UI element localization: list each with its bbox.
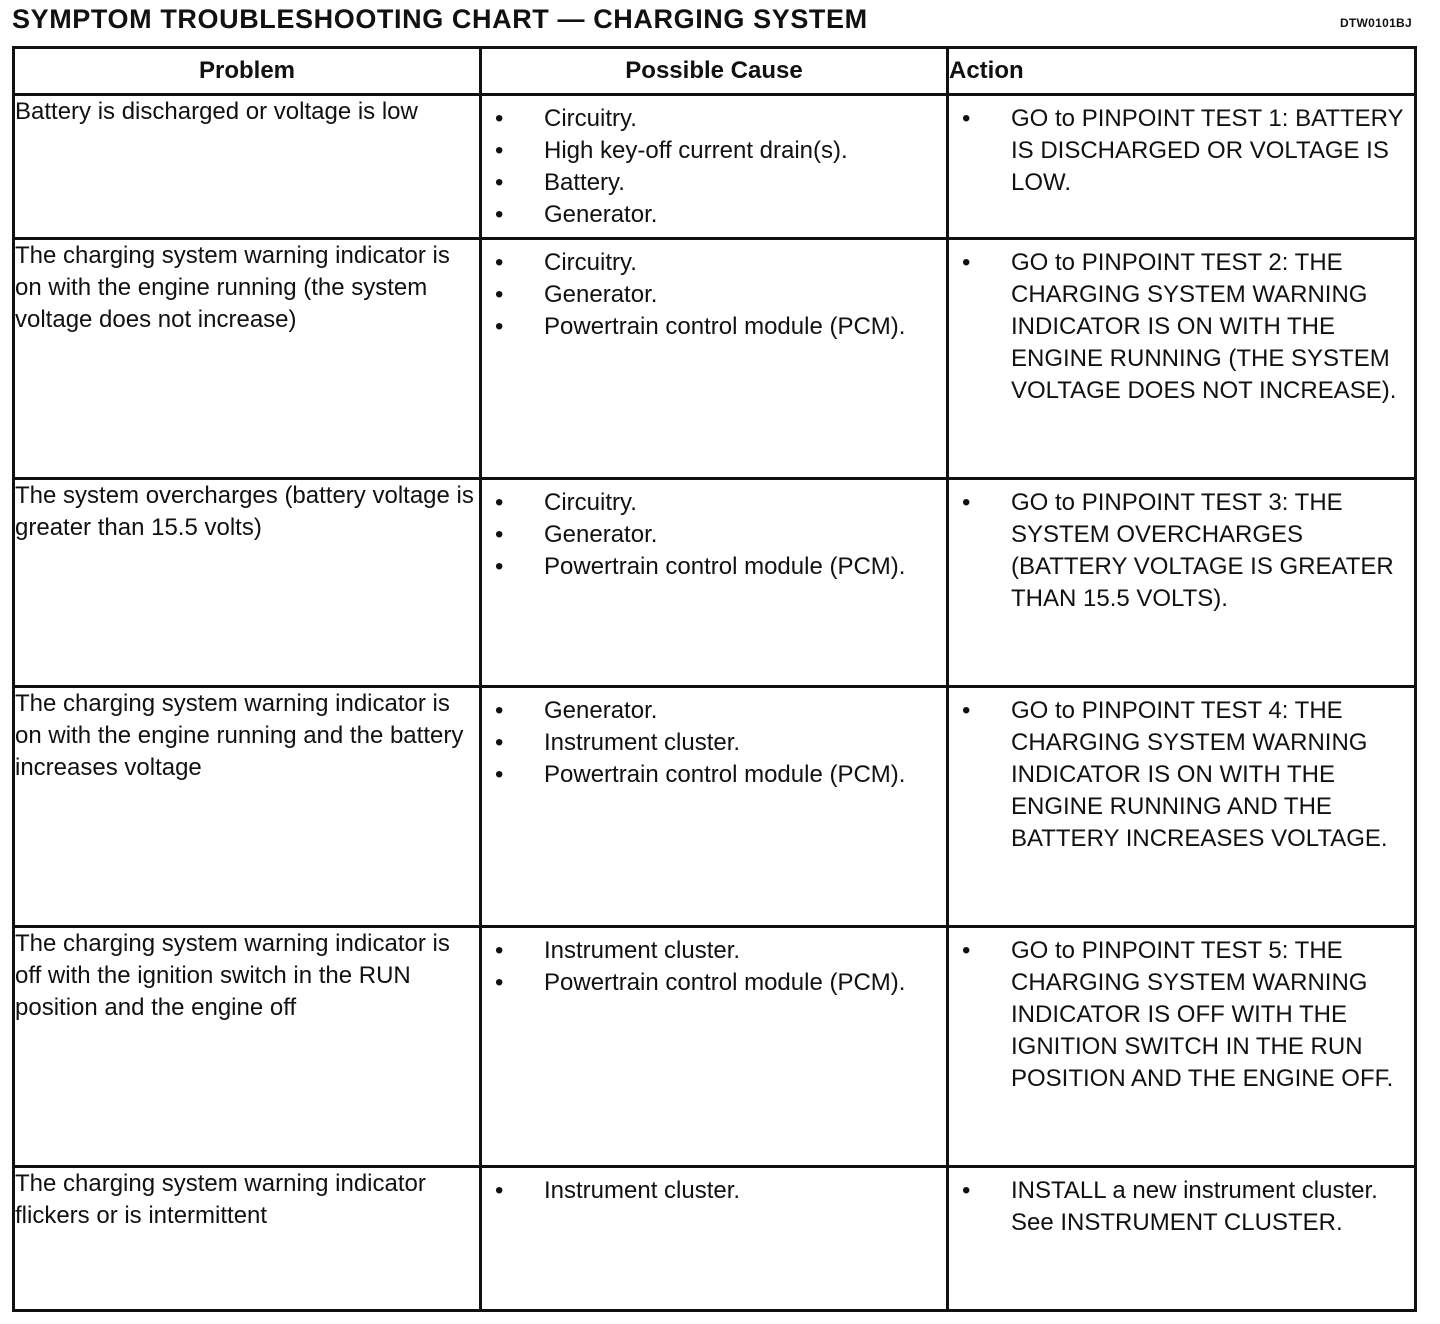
cause-item: • Powertrain control module (PCM). [482, 551, 938, 583]
cause-cell [481, 927, 948, 1167]
bullet-icon: • [495, 697, 504, 724]
problem-cell: The system overcharges (battery voltage is greater than 15.5 volts) [14, 479, 481, 687]
bullet-icon: • [495, 281, 504, 308]
bullet-icon: • [495, 201, 504, 228]
bullet-icon: • [495, 249, 504, 276]
bullet-icon: • [962, 697, 971, 724]
cause-item: • Generator. [482, 519, 938, 551]
cause-item: • Generator. [482, 279, 938, 311]
table-row [14, 687, 1416, 927]
cause-cell [481, 479, 948, 687]
action-cell [948, 687, 1416, 927]
problem-cell: Battery is discharged or voltage is low [14, 95, 481, 239]
bullet-icon: • [495, 761, 504, 788]
table-row [14, 95, 1416, 239]
bullet-icon: • [495, 313, 504, 340]
action-item: • GO to PINPOINT TEST 4: THE CHARGING SYSTEM WARNING INDICATOR IS ON WITH THE ENGINE RUNNING AND THE BATTERY INCREASES VOLTAGE. [962, 697, 1388, 852]
table-row [14, 1167, 1416, 1311]
cause-item: • High key-off current drain(s). [482, 135, 938, 167]
action-cell [948, 95, 1416, 239]
action-item: • GO to PINPOINT TEST 2: THE CHARGING SYSTEM WARNING INDICATOR IS ON WITH THE ENGINE RUNNING (THE SYSTEM VOLTAGE DOES NOT INCREASE). [962, 249, 1397, 404]
troubleshooting-table [12, 46, 1417, 1312]
cause-item: • Circuitry. [482, 247, 938, 279]
action-item: • INSTALL a new instrument cluster. See INSTRUMENT CLUSTER. [962, 1177, 1378, 1236]
table-row [14, 927, 1416, 1167]
problem-cell: The charging system warning indicator is on with the engine running and the battery increases voltage [14, 687, 481, 927]
bullet-icon: • [495, 489, 504, 516]
action-item: • GO to PINPOINT TEST 5: THE CHARGING SYSTEM WARNING INDICATOR IS OFF WITH THE IGNITION SWITCH IN THE RUN POSITION AND THE ENGINE OFF. [962, 937, 1394, 1092]
cause-item: • Powertrain control module (PCM). [482, 759, 938, 791]
cause-item: • Powertrain control module (PCM). [482, 311, 938, 343]
cause-cell [481, 1167, 948, 1311]
cause-item: • Powertrain control module (PCM). [482, 967, 938, 999]
table-row [14, 479, 1416, 687]
bullet-icon: • [962, 937, 971, 964]
action-cell [948, 1167, 1416, 1311]
bullet-icon: • [962, 489, 971, 516]
column-header-problem: Problem [14, 48, 481, 95]
bullet-icon: • [495, 137, 504, 164]
cause-item: • Circuitry. [482, 487, 938, 519]
problem-cell: The charging system warning indicator is off with the ignition switch in the RUN position and the engine off [14, 927, 481, 1167]
bullet-icon: • [495, 1177, 504, 1204]
cause-cell [481, 687, 948, 927]
bullet-icon: • [495, 969, 504, 996]
column-header-possible-cause: Possible Cause [481, 48, 948, 95]
document-code: DTW0101BJ [1339, 16, 1412, 30]
bullet-icon: • [962, 249, 971, 276]
action-cell [948, 479, 1416, 687]
cause-item: • Instrument cluster. [482, 935, 938, 967]
action-item: • GO to PINPOINT TEST 1: BATTERY IS DISCHARGED OR VOLTAGE IS LOW. [962, 105, 1404, 196]
cause-item: • Generator. [482, 695, 938, 727]
bullet-icon: • [962, 105, 971, 132]
bullet-icon: • [495, 521, 504, 548]
action-cell [948, 239, 1416, 479]
cause-item: • Circuitry. [482, 103, 938, 135]
cause-item: • Instrument cluster. [482, 727, 938, 759]
bullet-icon: • [495, 169, 504, 196]
bullet-icon: • [962, 1177, 971, 1204]
table-header-row [14, 48, 1416, 95]
cause-item: • Instrument cluster. [482, 1175, 938, 1207]
bullet-icon: • [495, 105, 504, 132]
table-row [14, 239, 1416, 479]
problem-cell: The charging system warning indicator is on with the engine running (the system voltage does not increase) [14, 239, 481, 479]
cause-cell [481, 239, 948, 479]
bullet-icon: • [495, 553, 504, 580]
action-cell [948, 927, 1416, 1167]
bullet-icon: • [495, 937, 504, 964]
cause-item: • Generator. [482, 199, 938, 231]
chart-title: SYMPTOM TROUBLESHOOTING CHART — CHARGING SYSTEM [12, 4, 868, 34]
bullet-icon: • [495, 729, 504, 756]
column-header-action: Action [948, 48, 1416, 95]
problem-cell: The charging system warning indicator flickers or is intermittent [14, 1167, 481, 1311]
action-item: • GO to PINPOINT TEST 3: THE SYSTEM OVERCHARGES (BATTERY VOLTAGE IS GREATER THAN 15.5 VOLTS). [962, 489, 1394, 612]
cause-item: • Battery. [482, 167, 938, 199]
cause-cell [481, 95, 948, 239]
